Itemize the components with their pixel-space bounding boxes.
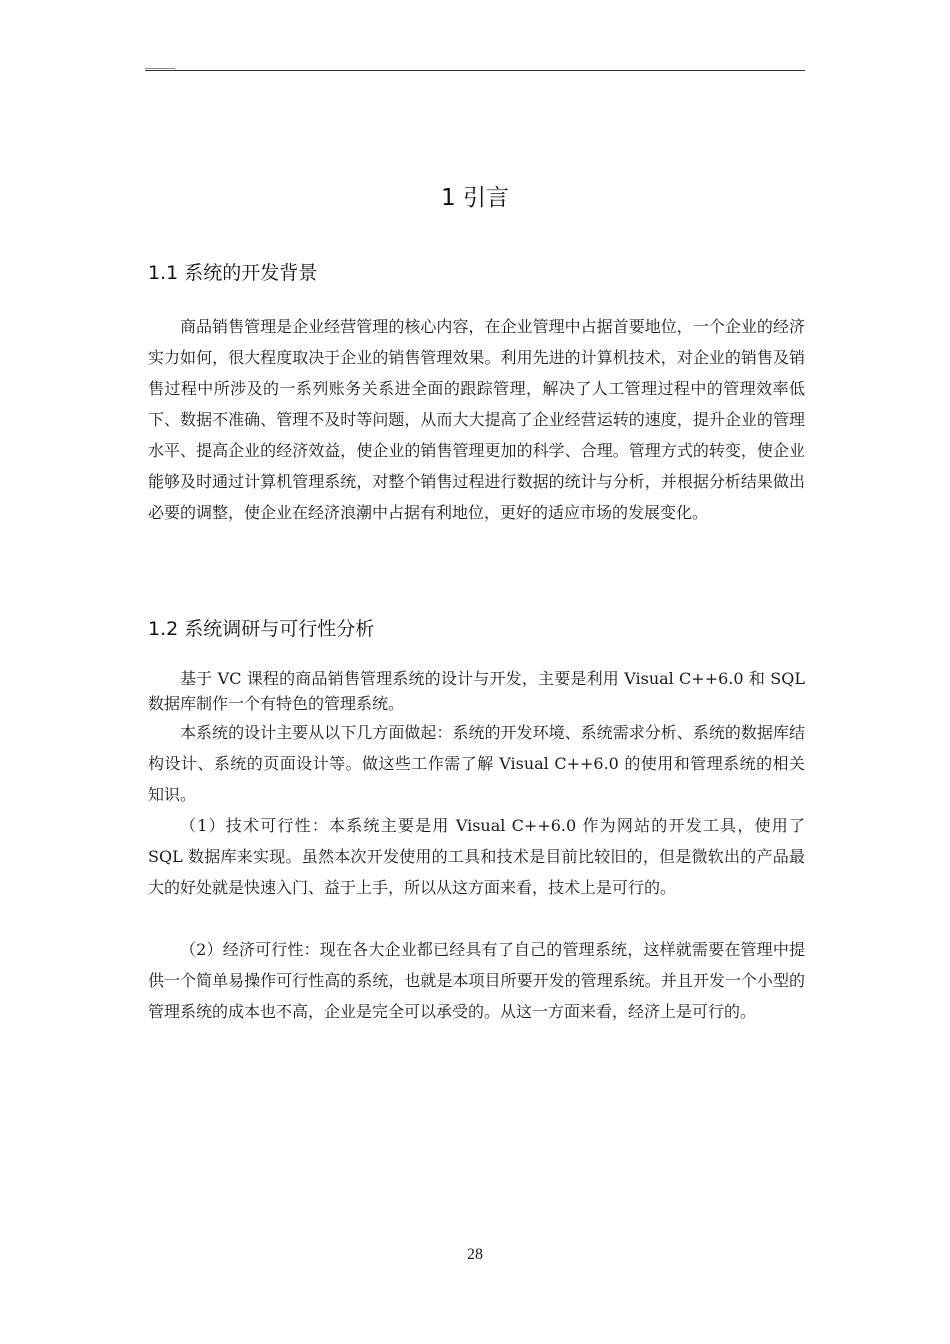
header-mark: [145, 68, 175, 69]
chapter-title: 1 引言: [441, 185, 509, 211]
paragraph-intro: 基于 VC 课程的商品销售管理系统的设计与开发，主要是利用 Visual C++6.0 和 SQL 数据库制作一个有特色的管理系统。: [148, 669, 805, 713]
paragraph-economic-feasibility: （2）经济可行性：现在各大企业都已经具有了自己的管理系统，这样就需要在管理中提供一个简单易操作可行性高的系统，也就是本项目所要开发的管理系统。并且开发一个小型的管理系统的成本也不高，企业是完全可以承受的。从这一方面来看，经济上是可行的。: [148, 940, 805, 1021]
header-rule: [145, 70, 805, 71]
section-title-background: 1.1 系统的开发背景: [148, 262, 318, 284]
section-title-feasibility: 1.2 系统调研与可行性分析: [148, 618, 375, 640]
paragraph-background: 商品销售管理是企业经营管理的核心内容，在企业管理中占据首要地位，一个企业的经济实力如何，很大程度取决于企业的销售管理效果。利用先进的计算机技术，对企业的销售及销售过程中所涉及的一系列账务关系进全面的跟踪管理，解决了人工管理过程中的管理效率低下、数据不准确、管理不及时等问题，从而大大提高了企业经营运转的速度，提升企业的管理水平、提高企业的经济效益，使企业的销售管理更加的科学、合理。管理方式的转变，使企业能够及时通过计算机管理系统，对整个销售过程进行数据的统计与分析，并根据分析结果做出必要的调整，使企业在经济浪潮中占据有利地位，更好的适应市场的发展变化。: [148, 317, 805, 522]
paragraph-design-scope: 本系统的设计主要从以下几方面做起：系统的开发环境、系统需求分析、系统的数据库结构设计、系统的页面设计等。做这些工作需了解 Visual C++6.0 的使用和管理系统的相关知识。: [148, 723, 805, 804]
page-number: 28: [467, 1246, 483, 1263]
paragraph-technical-feasibility: （1）技术可行性：本系统主要是用 Visual C++6.0 作为网站的开发工具，使用了 SQL 数据库来实现。虽然本次开发使用的工具和技术是目前比较旧的，但是微软出的产品最大的好处就是快速入门、益于上手，所以从这方面来看，技术上是可行的。: [148, 816, 805, 897]
